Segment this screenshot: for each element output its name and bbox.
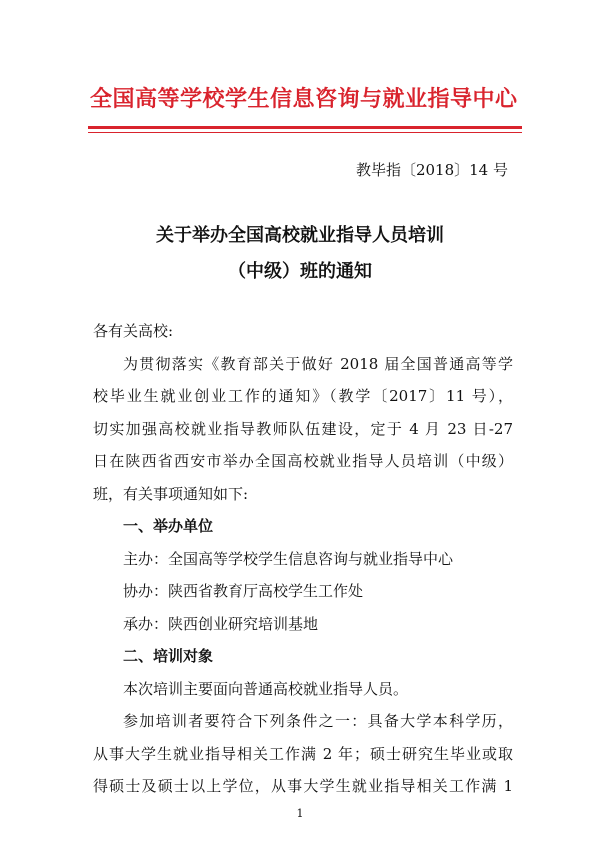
salutation: 各有关高校: (93, 322, 174, 340)
section-heading-organizers: 一、举办单位 (123, 517, 214, 535)
trainee-target: 本次培训主要面向普通高校就业指导人员。 (123, 679, 409, 698)
document-number: 教毕指〔2018〕14 号 (355, 161, 508, 179)
document-title-line-2: （中级）班的通知 (228, 261, 372, 282)
requirement-line-1: 参加培训者要符合下列条件之一：具备大学本科学历， (123, 712, 513, 730)
document-body (93, 315, 513, 803)
intro-line-2: 校毕业生就业创业工作的通知》（教学〔2017〕11 号）， (93, 387, 513, 405)
letterhead-rule-thin (88, 132, 522, 133)
organizer-co-host: 协办：陕西省教育厅高校学生工作处 (123, 582, 364, 600)
page-number: 1 (296, 807, 304, 820)
organizer-undertaker: 承办：陕西创业研究培训基地 (123, 614, 319, 633)
organizer-host: 主办：全国高等学校学生信息咨询与就业指导中心 (123, 549, 454, 568)
letterhead-organization: 全国高等学校学生信息咨询与就业指导中心 (90, 87, 518, 112)
letterhead-rule-thick (88, 126, 522, 129)
requirement-line-3: 得硕士及硕士以上学位，从事大学生就业指导相关工作满 1 (93, 777, 513, 795)
requirement-line-2: 从事大学生就业指导相关工作满 2 年；硕士研究生毕业或取 (93, 744, 513, 763)
intro-line-5: 班，有关事项通知如下: (93, 484, 249, 503)
intro-line-4: 日在陕西省西安市举办全国高校就业指导人员培训（中级） (93, 452, 513, 470)
intro-line-1: 为贯彻落实《教育部关于做好 2018 届全国普通高等学 (123, 354, 513, 373)
intro-line-3: 切实加强高校就业指导教师队伍建设，定于 4 月 23 日-27 (93, 419, 513, 438)
section-heading-trainees: 二、培训对象 (123, 647, 214, 665)
document-title-line-1: 关于举办全国高校就业指导人员培训 (156, 225, 444, 246)
